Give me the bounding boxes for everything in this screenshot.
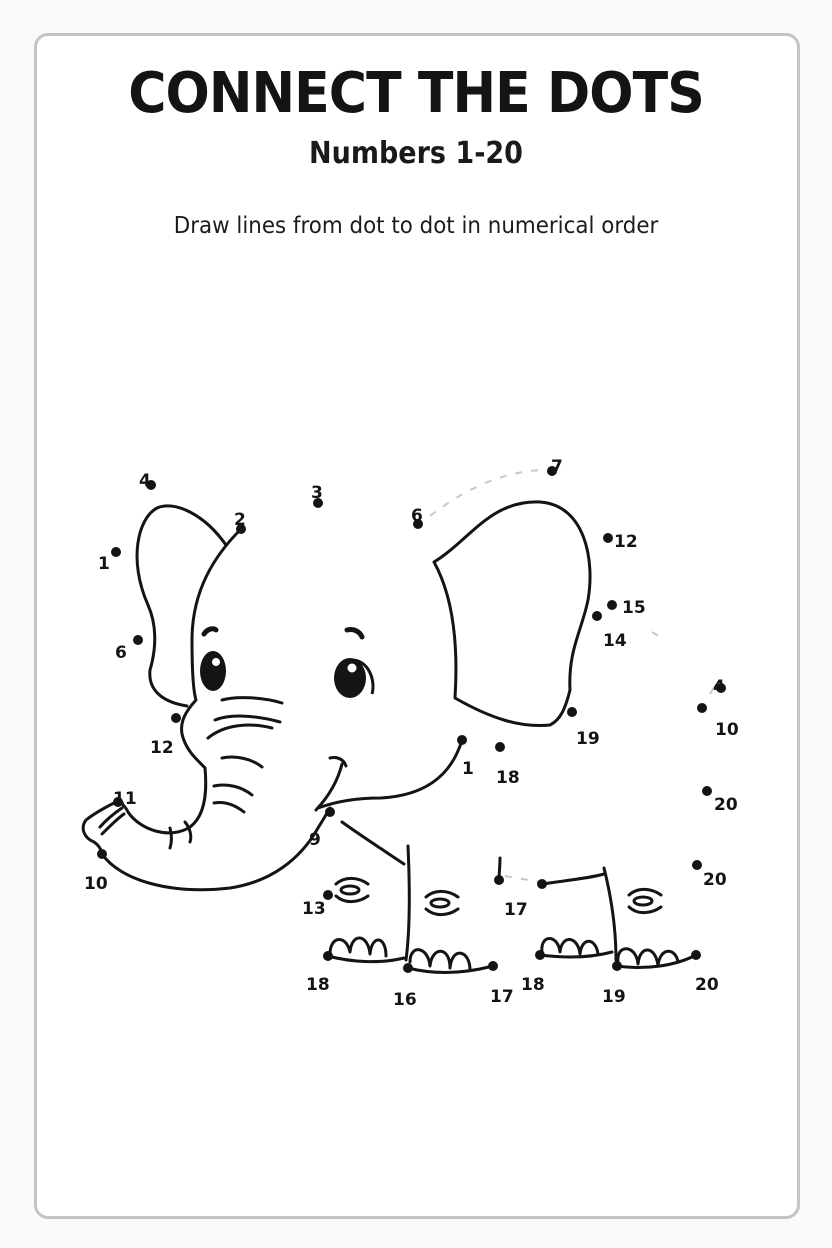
dot-2[interactable] xyxy=(234,510,246,534)
dot-number-label: 7 xyxy=(551,457,563,477)
chest-line xyxy=(342,822,404,864)
dot-marker[interactable] xyxy=(133,635,143,645)
dot-number-label: 4 xyxy=(139,471,151,491)
trunk-outline xyxy=(83,768,330,890)
dot-marker[interactable] xyxy=(607,600,617,610)
dot-number-label: 15 xyxy=(622,598,646,618)
dot-marker[interactable] xyxy=(692,860,702,870)
dot-number-label: 18 xyxy=(521,975,545,995)
dot-marker[interactable] xyxy=(494,875,504,885)
dot-10[interactable] xyxy=(697,703,739,740)
dot-17[interactable] xyxy=(488,961,514,1007)
front-leg-back xyxy=(406,846,409,960)
dot-20[interactable] xyxy=(692,860,727,890)
trunk-wrinkle xyxy=(185,822,191,842)
dot-number-label: 11 xyxy=(113,789,137,809)
trunk-wrinkle xyxy=(222,698,282,703)
worksheet-title: CONNECT THE DOTS xyxy=(128,61,704,126)
dot-number-label: 3 xyxy=(311,483,323,503)
dot-number-label: 6 xyxy=(411,506,423,526)
trunk-wrinkle xyxy=(222,757,262,767)
dot-13[interactable] xyxy=(302,890,333,919)
dot-18[interactable] xyxy=(495,742,520,788)
dot-marker[interactable] xyxy=(323,951,333,961)
dot-marker[interactable] xyxy=(612,961,622,971)
dot-number-label: 1 xyxy=(98,554,110,574)
dot-number-label: 4 xyxy=(713,677,725,697)
dot-marker[interactable] xyxy=(537,879,547,889)
dot-20[interactable] xyxy=(691,950,719,995)
dot-marker[interactable] xyxy=(567,707,577,717)
dot-18[interactable] xyxy=(306,951,333,995)
dot-1[interactable] xyxy=(98,547,121,574)
back-left-foot xyxy=(540,952,612,957)
knee-swirl xyxy=(426,891,458,914)
dot-marker[interactable] xyxy=(457,735,467,745)
dot-10[interactable] xyxy=(84,849,108,894)
dot-number-label: 13 xyxy=(302,899,326,919)
head-left-contour xyxy=(182,529,241,768)
dot-number-label: 19 xyxy=(602,987,626,1007)
worksheet-subtitle: Numbers 1-20 xyxy=(309,136,523,171)
dot-number-label: 2 xyxy=(234,510,246,530)
dot-number-label: 10 xyxy=(84,874,108,894)
dot-number-label: 1 xyxy=(462,759,474,779)
dot-number-label: 6 xyxy=(115,643,127,663)
dot-3[interactable] xyxy=(311,483,323,508)
front-right-toes xyxy=(410,950,470,970)
dot-marker[interactable] xyxy=(403,963,413,973)
dot-marker[interactable] xyxy=(592,611,602,621)
dot-20[interactable] xyxy=(702,786,738,815)
dot-19[interactable] xyxy=(567,707,600,749)
dot-number-label: 10 xyxy=(715,720,739,740)
dot-4[interactable] xyxy=(713,677,726,697)
dot-marker[interactable] xyxy=(97,849,107,859)
back-leg-top xyxy=(542,874,604,884)
back-left-toes xyxy=(542,939,598,955)
dot-6[interactable] xyxy=(115,635,143,663)
right-ear-outline xyxy=(434,502,590,726)
dot-number-label: 18 xyxy=(496,768,520,788)
front-left-toes xyxy=(330,938,386,956)
dot-marker[interactable] xyxy=(111,547,121,557)
dot-marker[interactable] xyxy=(535,950,545,960)
dot-4[interactable] xyxy=(139,471,156,491)
dot-marker[interactable] xyxy=(325,807,335,817)
dot-marker[interactable] xyxy=(488,961,498,971)
dot-number-label: 18 xyxy=(306,975,330,995)
back-leg-line xyxy=(604,868,616,960)
dot-number-label: 17 xyxy=(490,987,514,1007)
dot-1[interactable] xyxy=(457,735,474,779)
dot-marker[interactable] xyxy=(171,713,181,723)
trunk-wrinkle xyxy=(214,785,252,795)
right-eye xyxy=(334,629,373,698)
dot-17[interactable] xyxy=(494,875,528,920)
worksheet-instructions: Draw lines from dot to dot in numerical order xyxy=(173,213,659,239)
dot-11[interactable] xyxy=(113,789,137,809)
dot-number-label: 16 xyxy=(393,990,417,1010)
dot-15[interactable] xyxy=(607,598,646,618)
trunk-wrinkle xyxy=(208,725,272,738)
dot-marker[interactable] xyxy=(702,786,712,796)
knee-swirl xyxy=(629,889,661,912)
dot-unlabeled[interactable] xyxy=(537,879,547,889)
dot-number-label: 20 xyxy=(695,975,719,995)
trunk-wrinkle xyxy=(214,802,244,812)
knee-swirl xyxy=(336,878,368,901)
dot-18[interactable] xyxy=(521,950,545,995)
dot-number-label: 19 xyxy=(576,729,600,749)
trunk-wrinkle xyxy=(170,828,172,848)
dot-number-label: 20 xyxy=(714,795,738,815)
mouth-smile xyxy=(330,757,346,766)
left-eye xyxy=(200,629,226,691)
dot-number-label: 17 xyxy=(504,900,528,920)
trunk-wrinkle xyxy=(215,716,280,722)
dot-marker[interactable] xyxy=(603,533,613,543)
dot-number-label: 14 xyxy=(603,631,627,651)
dot-6[interactable] xyxy=(411,506,423,529)
dot-9[interactable] xyxy=(309,807,335,850)
trunk-nostril-2 xyxy=(102,814,124,834)
dot-marker[interactable] xyxy=(495,742,505,752)
dot-number-label: 20 xyxy=(703,870,727,890)
dashed-guides xyxy=(430,470,724,882)
dot-7[interactable] xyxy=(547,457,563,477)
dot-12[interactable] xyxy=(603,532,638,552)
dot-12[interactable] xyxy=(150,713,181,758)
dot-marker[interactable] xyxy=(697,703,707,713)
dot-number-label: 12 xyxy=(614,532,638,552)
dot-number-label: 9 xyxy=(309,830,321,850)
dot-marker[interactable] xyxy=(691,950,701,960)
front-left-foot xyxy=(328,956,404,962)
dot-number-label: 12 xyxy=(150,738,174,758)
